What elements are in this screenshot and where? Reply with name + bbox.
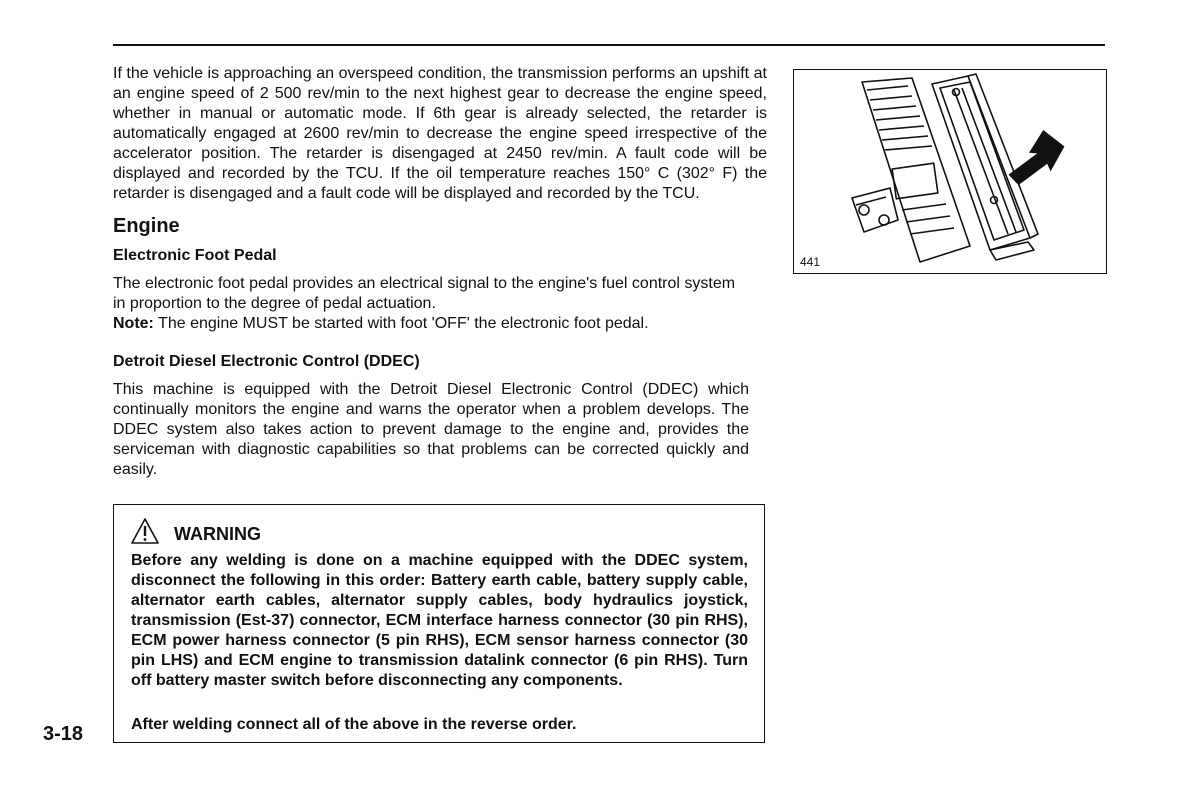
foot-pedal-text: The electronic foot pedal provides an electrical signal to the engine's fuel control system in proportion to the degree of pedal actuation.	[113, 275, 736, 312]
warning-box	[113, 504, 765, 743]
foot-pedal-note	[113, 314, 749, 334]
note-label: Note:	[113, 315, 154, 332]
header-rule	[113, 44, 1105, 46]
warning-after-text: After welding connect all of the above in the reverse order.	[131, 716, 577, 733]
main-column	[113, 64, 767, 480]
foot-pedal-heading: Electronic Foot Pedal	[113, 247, 277, 264]
warning-triangle-icon	[130, 517, 160, 545]
note-text: The engine MUST be started with foot 'OFF' the electronic foot pedal.	[153, 315, 649, 332]
warning-text: Before any welding is done on a machine equipped with the DDEC system, disconnect the following in this order: Battery earth cable, battery supply cable, alternator earth cables, alternator supply cables, body hydraulics joystick, transmission (Est-37) connector, ECM interface harness connector (30 pin RHS), ECM power harness connector (5 pin RHS), ECM sensor harness connector (30 pin LHS) and ECM engine to transmission datalink connector (6 pin RHS). Turn off battery master switch before disconnecting any components.	[131, 552, 748, 689]
warning-header	[130, 513, 261, 545]
figure-label: 441	[800, 255, 821, 269]
page-number: 3-18	[43, 723, 84, 745]
ddec-text: This machine is equipped with the Detroit Diesel Electronic Control (DDEC) which continually monitors the engine and warns the operator when a problem develops. The DDEC system also takes action to prevent damage to the engine and, provides the serviceman with diagnostic capabilities so that problems can be corrected quickly and easily.	[113, 381, 749, 478]
engine-heading: Engine	[113, 215, 180, 237]
foot-pedal-figure	[793, 69, 1107, 274]
foot-pedal-illustration	[794, 70, 1106, 273]
warning-title: WARNING	[174, 524, 261, 544]
ddec-heading: Detroit Diesel Electronic Control (DDEC)	[113, 353, 420, 370]
intro-paragraph: If the vehicle is approaching an overspeed condition, the transmission performs an upshift at an engine speed of 2 500 rev/min to the next highest gear to decrease the engine speed, whether in manual or automatic mode. If 6th gear is already selected, the retarder is automatically engaged at 2600 rev/min to decrease the engine speed irrespective of the accelerator position. The retarder is disengaged at 2450 rev/min. A fault code will be displayed and recorded by the TCU. If the oil temperature reaches 150° C (302° F) the retarder is disengaged and a fault code will be displayed and recorded by the TCU.	[113, 65, 767, 202]
